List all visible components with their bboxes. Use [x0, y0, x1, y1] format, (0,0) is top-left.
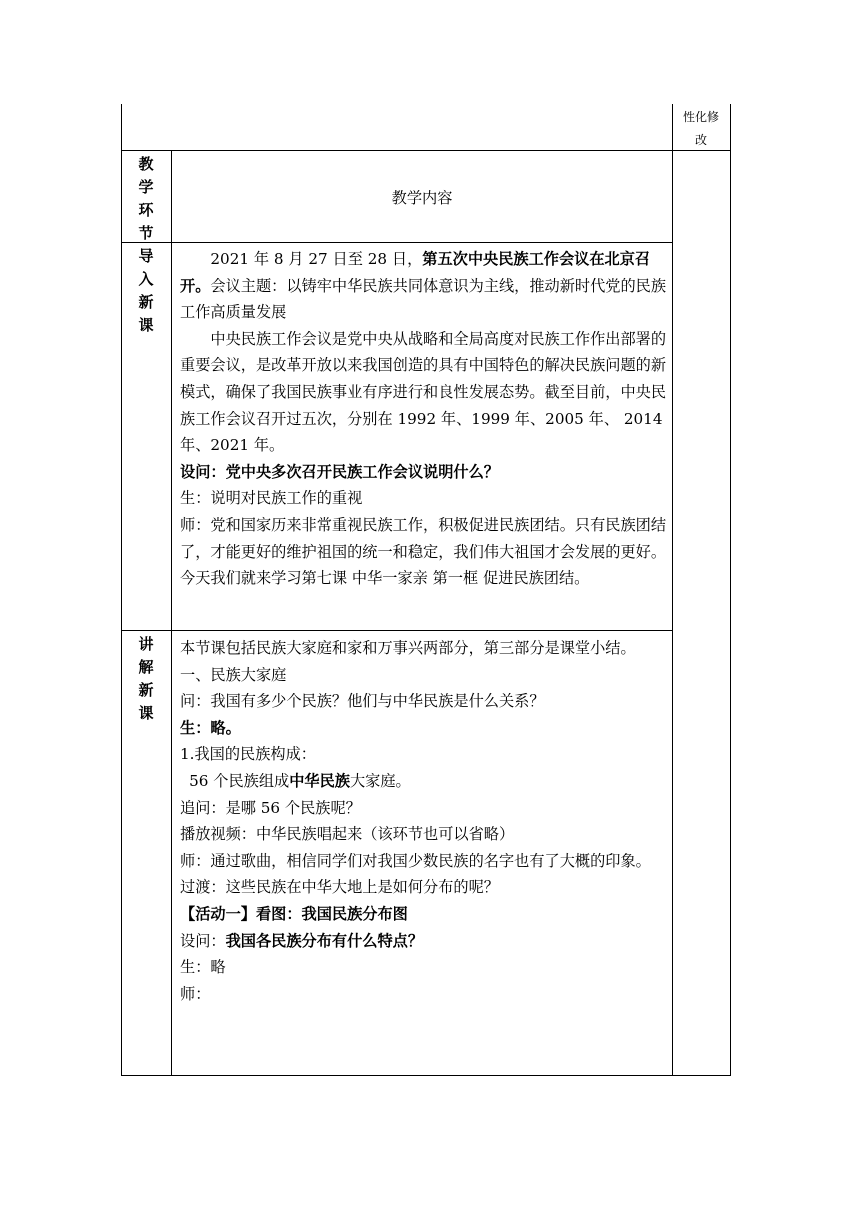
- lecture-heading-1: 一、民族大家庭: [180, 665, 287, 684]
- intro-paragraph-2: 中央民族工作会议是党中央从战略和全局高度对民族工作作出部署的重要会议，是改革开放以来我国创造的具有中国特色的解决民族问题的新模式，确保了我国民族事业有序进行和良性发展态势。截至目前，中央民族工作会议召开过五次，分别在 1992 年、1999 年、2005 年、 2014 年、2021 年。: [180, 329, 667, 455]
- lecture-content: [180, 635, 670, 1007]
- lecture-question-1: 问：我国有多少个民族？他们与中华民族是什么关系？: [180, 692, 545, 711]
- label-intro: 导 入 新 课: [138, 247, 154, 334]
- lecture-answer-2: 生：略: [180, 958, 226, 977]
- intro-paragraph-1: 2021 年 8 月 27 日至 28 日，第五次中央民族工作会议在北京召开。会议主题：以铸牢中华民族共同体意识为主线，推动新时代党的民族工作高质量发展: [180, 250, 666, 322]
- lecture-teacher-1: 师：通过歌曲，相信同学们对我国少数民族的名字也有了大概的印象。: [180, 851, 651, 870]
- table-border-right: [730, 104, 731, 1076]
- lecture-point-1-detail: 56 个民族组成中华民族大家庭。: [189, 771, 411, 790]
- intro-teacher-remark: 师：党和国家历来非常重视民族工作，积极促进民族团结。只有民族团结了，才能更好的维护祖国的统一和稳定，我们伟大祖国才会发展的更好。今天我们就来学习第七课 中华一家亲 第一框 促进民族团结。: [180, 515, 666, 588]
- lecture-video: 播放视频：中华民族唱起来（该环节也可以省略）: [180, 825, 515, 844]
- table-border-left: [121, 104, 122, 1076]
- label-lecture: 讲 解 新 课: [138, 635, 154, 722]
- table-divider-side: [672, 104, 673, 1076]
- side-note-line-2: 改: [694, 133, 707, 147]
- table-divider-label: [171, 151, 172, 1076]
- intro-student-answer: 生：说明对民族工作的重视: [180, 489, 363, 508]
- table-row-line-3: [121, 630, 672, 631]
- lecture-overview: 本节课包括民族大家庭和家和万事兴两部分，第三部分是课堂小结。: [180, 639, 636, 657]
- table-row-line-2: [121, 242, 672, 243]
- lecture-question-2: 设问：我国各民族分布有什么特点？: [180, 931, 423, 950]
- table-border-bottom: [121, 1075, 731, 1076]
- label-teaching-stage: 教 学 环 节: [138, 155, 154, 242]
- table-row-line-1: [121, 150, 731, 151]
- lecture-teacher-2: 师：: [180, 984, 211, 1003]
- intro-content: [180, 246, 670, 592]
- lecture-followup: 追问：是哪 56 个民族呢？: [180, 798, 361, 817]
- content-title: 教学内容: [391, 189, 453, 207]
- lecture-answer-1: 生：略。: [180, 718, 241, 737]
- side-note-line-1: 性化修: [682, 110, 719, 124]
- lecture-activity: 【活动一】看图：我国民族分布图: [180, 904, 408, 923]
- lecture-point-1: 1.我国的民族构成：: [180, 745, 316, 764]
- intro-question: 设问：党中央多次召开民族工作会议说明什么？: [180, 462, 499, 481]
- lecture-transition: 过渡：这些民族在中华大地上是如何分布的呢？: [180, 878, 499, 897]
